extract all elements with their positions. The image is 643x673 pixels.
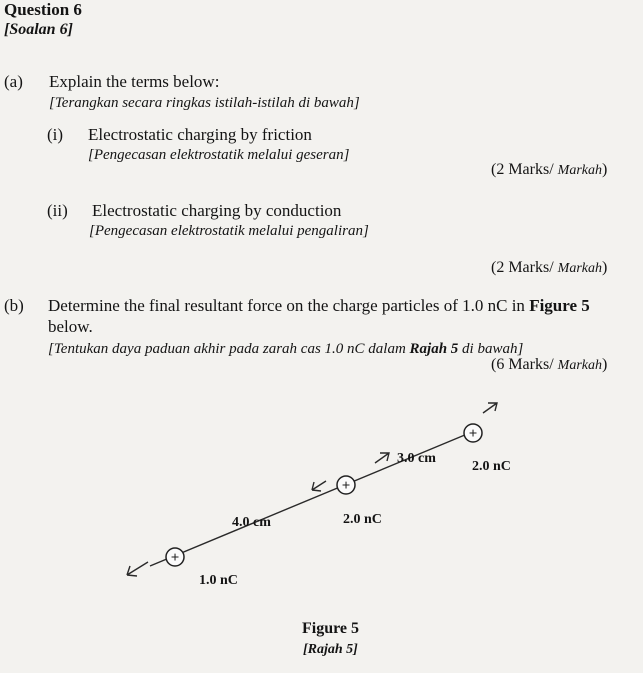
charge-middle-label: 2.0 nC [343,512,382,527]
item-ii-marks: (2 Marks/ Markah) [491,259,608,276]
charge-top-sign: + [468,426,478,442]
part-a-label: (a) [4,72,23,91]
item-i-marks: (2 Marks/ Markah) [491,161,608,178]
part-b-label: (b) [4,296,24,315]
part-a-text: Explain the terms below: [49,72,220,91]
charge-bottom [166,548,184,566]
item-ii-translation: [Pengecasan elektrostatik melalui pengaliran] [89,223,369,239]
charge-top-label: 2.0 nC [472,459,511,474]
force-arrow-mid-right-icon [375,453,389,463]
item-ii-label: (ii) [47,201,68,220]
charge-bottom-sign: + [170,550,180,566]
question-title: Question 6 [4,0,82,19]
part-b-line1: Determine the final resultant force on the charge particles of 1.0 nC in Figure 5 [48,296,590,315]
figure-caption-malay: [Rajah 5] [303,642,358,657]
part-b-line2: below. [48,317,93,336]
question-subtitle: [Soalan 6] [4,21,73,38]
part-a-translation: [Terangkan secara ringkas istilah-istilah di bawah] [49,95,360,111]
charge-middle-sign: + [341,478,351,494]
force-arrow-top-icon [483,403,497,413]
force-arrow-mid-left-icon [312,481,326,491]
part-b-marks: (6 Marks/ Markah) [491,356,608,373]
item-i-text: Electrostatic charging by friction [88,125,312,144]
charge-bottom-label: 1.0 nC [199,573,238,588]
item-i-translation: [Pengecasan elektrostatik melalui geseran] [88,147,350,163]
part-b-translation: [Tentukan daya paduan akhir pada zarah cas 1.0 nC dalam Rajah 5 di bawah] [48,341,524,357]
distance-top: 3.0 cm [397,451,436,466]
figure-5-diagram [0,395,643,595]
force-arrow-bottom-icon [127,562,148,576]
charge-middle [337,476,355,494]
figure-caption: Figure 5 [302,620,360,637]
distance-bottom: 4.0 cm [232,515,271,530]
item-i-label: (i) [47,125,64,144]
item-ii-text: Electrostatic charging by conduction [92,201,342,220]
charge-top [464,424,482,442]
